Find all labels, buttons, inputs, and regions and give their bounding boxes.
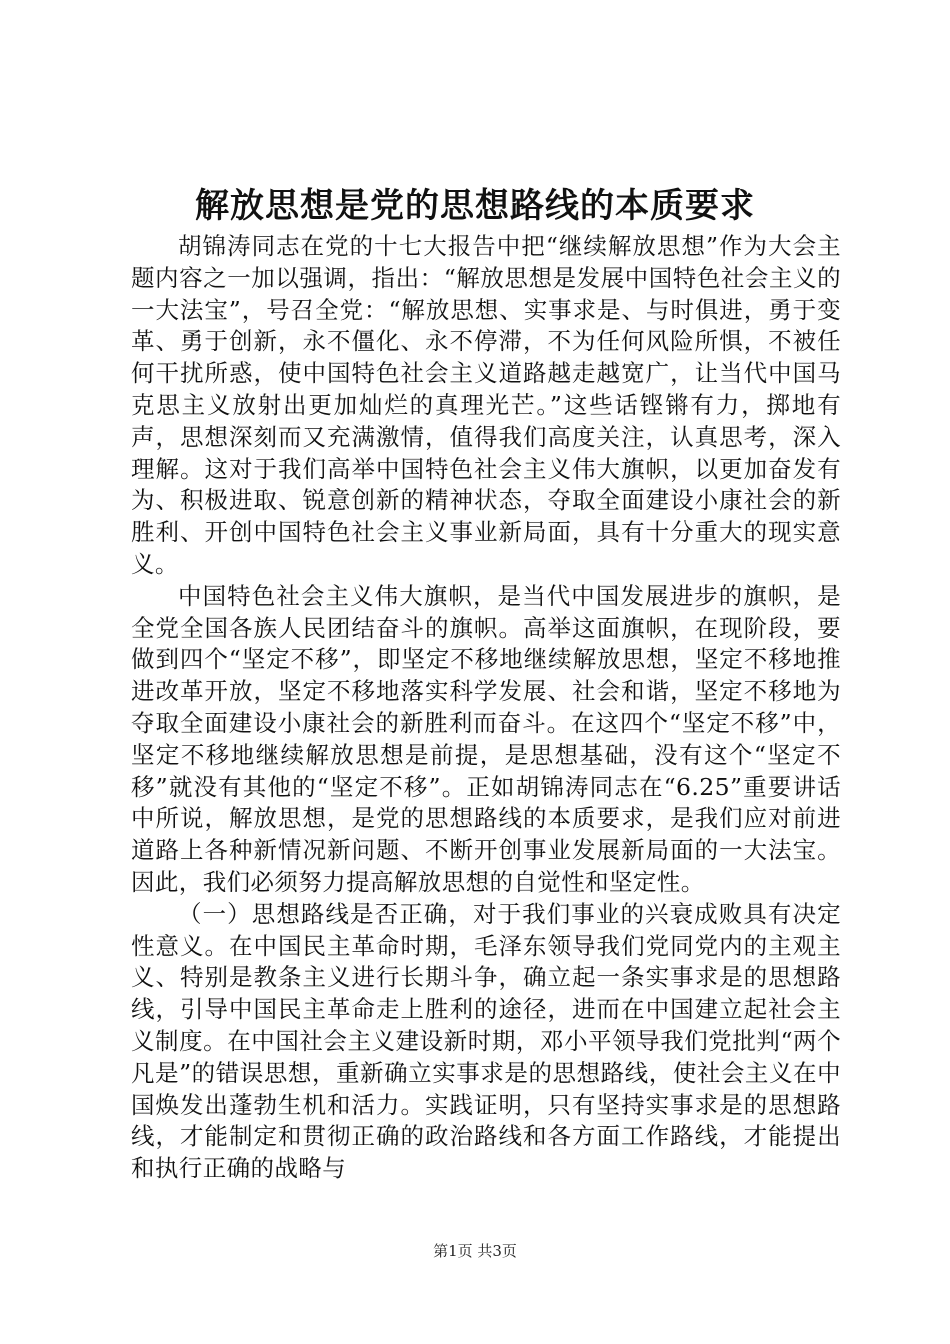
page-number-footer: 第1页 共3页 [433,1242,517,1260]
document-title: 解放思想是党的思想路线的本质要求 [195,186,755,226]
paragraph-3: （一）思想路线是否正确，对于我们事业的兴衰成败具有决定性意义。在中国民主革命时期，毛泽东领导我们党同党内的主观主义、特别是教条主义进行长期斗争，确立起一条实事求是的思想路线，引导中国民主革命走上胜利的途径，进而在中国建立起社会主义制度。在中国社会主义建设新时期，邓小平领导我们党批判“两个凡是”的错误思想，重新确立实事求是的思想路线，使社会主义在中国焕发出蓬勃生机和活力。实践证明，只有坚持实事求是的思想路线，才能制定和贯彻正确的政治路线和各方面工作路线，才能提出和执行正确的战略与 [131,899,841,1183]
paragraph-2: 中国特色社会主义伟大旗帜，是当代中国发展进步的旗帜，是全党全国各族人民团结奋斗的旗帜。高举这面旗帜，在现阶段，要做到四个“坚定不移”，即坚定不移地继续解放思想，坚定不移地推进改革开放，坚定不移地落实科学发展、社会和谐，坚定不移地为夺取全面建设小康社会的新胜利而奋斗。在这四个“坚定不移”中，坚定不移地继续解放思想是前提，是思想基础，没有这个“坚定不移”就没有其他的“坚定不移”。正如胡锦涛同志在“6.25”重要讲话中所说，解放思想，是党的思想路线的本质要求，是我们应对前进道路上各种新情况新问题、不断开创事业发展新局面的一大法宝。因此，我们必须努力提高解放思想的自觉性和坚定性。 [131,581,841,896]
paragraph-1: 胡锦涛同志在党的十七大报告中把“继续解放思想”作为大会主题内容之一加以强调，指出：“解放思想是发展中国特色社会主义的一大法宝”，号召全党：“解放思想、实事求是、与时俱进，勇于变革、勇于创新，永不僵化、永不停滞，不为任何风险所惧，不被任何干扰所惑，使中国特色社会主义道路越走越宽广，让当代中国马克思主义放射出更加灿烂的真理光芒。”这些话铿锵有力，掷地有声，思想深刻而又充满激情，值得我们高度关注，认真思考，深入理解。这对于我们高举中国特色社会主义伟大旗帜，以更加奋发有为、积极进取、锐意创新的精神状态，夺取全面建设小康社会的新胜利、开创中国特色社会主义事业新局面，具有十分重大的现实意义。 [131,232,841,578]
document-body [131,231,841,1185]
